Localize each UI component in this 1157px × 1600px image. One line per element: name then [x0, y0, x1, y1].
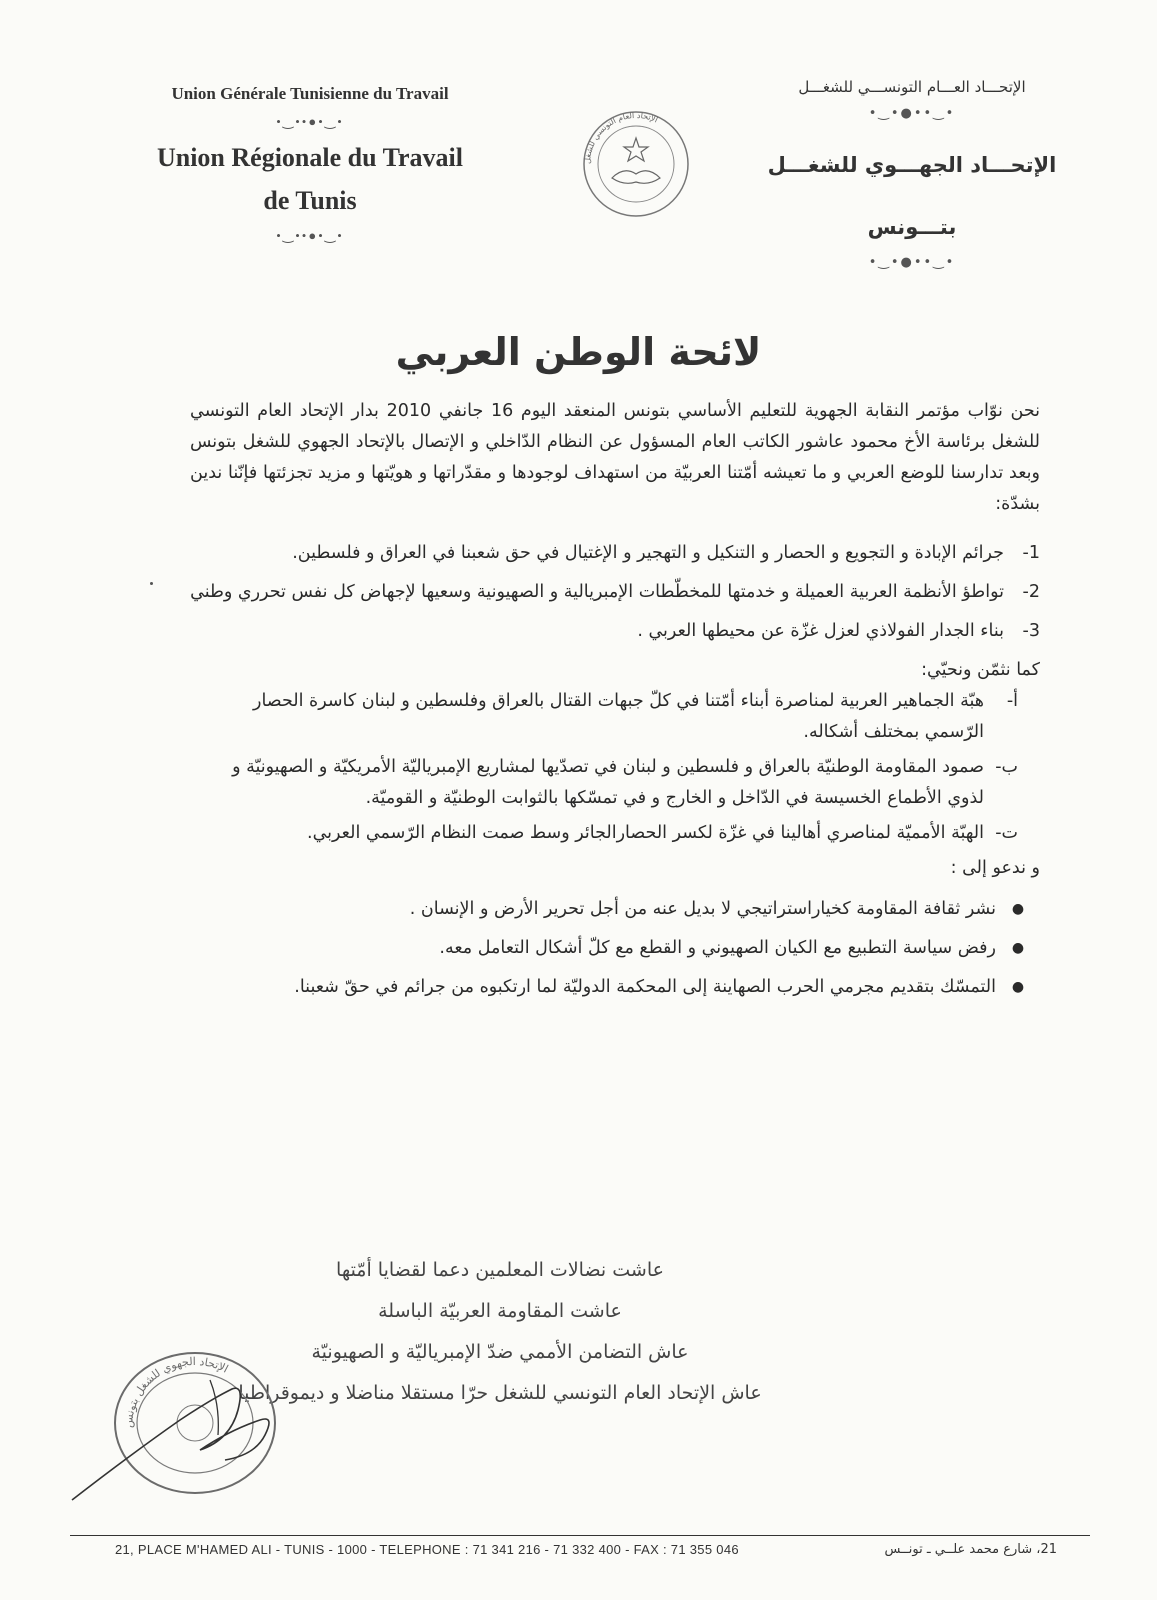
item-number: 1-: [1022, 543, 1040, 563]
item-label: ب-: [995, 757, 1018, 777]
call-intro: و ندعو إلى :: [950, 858, 1040, 878]
item-text: رفض سياسة التطبيع مع الكيان الصهيوني و القطع مع كلّ أشكال التعامل معه.: [439, 938, 996, 958]
closing-line: عاش التضامن الأممي ضدّ الإمبرياليّة و الصهيونيّة: [311, 1341, 689, 1363]
list-item: [190, 752, 1018, 814]
intro-paragraph: نحن نوّاب مؤتمر النقابة الجهوية للتعليم الأساسي بتونس المنعقد اليوم 16 جانفي 2010 بدار الإتحاد العام التونسي للشغل برئاسة الأخ محمود عاشور الكاتب العام المسؤول عن النظام الدّاخلي و الإتصال بالإتحاد الجهوي للشغل بتونس وبعد تدارسنا للوضع العربي و ما تعيشه أمّتنا العربيّة من استهداف لوجودها و مقدّراتها و هويّتها و مزيد تجزئتها فإنّنا ندين بشدّة:: [190, 401, 1040, 514]
document-title: لائحة الوطن العربي: [395, 330, 762, 374]
item-number: 2-: [1022, 582, 1040, 602]
item-text: التمسّك بتقديم مجرمي الحرب الصهاينة إلى المحكمة الدوليّة لما ارتكبوه من جرائم في حقّ شعبنا.: [294, 977, 996, 997]
item-text: بناء الجدار الفولاذي لعزل غزّة عن محيطها العربي .: [637, 621, 1004, 641]
ar-org-name: الإتحـــاد العـــام التونســـي للشغـــل: [798, 78, 1026, 96]
fr-org-name: Union Générale Tunisienne du Travail: [171, 84, 449, 103]
bullet-icon: ●: [1011, 940, 1025, 956]
item-label: أ-: [1006, 691, 1018, 711]
list-item: [190, 686, 1018, 748]
list-item: [190, 818, 1018, 849]
item-label: ت-: [995, 823, 1018, 843]
fr-region-line2: de Tunis: [263, 186, 357, 215]
ornament-divider: •‿••●•‿•: [868, 255, 956, 270]
footer-address-arabic: 21، شارع محمد علــي ـ تونــس: [884, 1542, 1057, 1557]
bullet-icon: ●: [1011, 979, 1025, 995]
emblem-text: الإتحاد العام التونسي للشغل: [582, 110, 660, 165]
list-item: [190, 972, 1040, 1003]
closing-line: عاشت نضالات المعلمين دعما لقضايا أمّتها: [336, 1259, 664, 1281]
svg-text:الإتحاد العام التونسي للشغل: [583, 111, 659, 164]
ar-region-line2: بتـــونس: [867, 215, 957, 239]
footer-rule: [70, 1535, 1090, 1536]
item-number: 3-: [1022, 621, 1040, 641]
item-text: الهبّة الأمميّة لمناصري أهالينا في غزّة لكسر الحصارالجائر وسط صمت النظام الرّسمي العربي.: [307, 823, 984, 843]
letterhead-french: [110, 84, 510, 254]
ornament-divider: •‿••●•‿•: [276, 114, 344, 129]
closing-line: عاشت المقاومة العربيّة الباسلة: [378, 1300, 622, 1322]
footer-address-french: 21, PLACE M'HAMED ALI - TUNIS - 1000 - TELEPHONE : 71 341 216 - 71 332 400 - FAX : 71 355 046: [115, 1542, 739, 1557]
condemn-list: [190, 538, 1040, 647]
item-text: نشر ثقافة المقاومة كخياراستراتيجي لا بديل عنه من أجل تحرير الأرض و الإنسان .: [409, 899, 996, 919]
closing-line: عاش الإتحاد العام التونسي للشغل حرّا مستقلا مناضلا و ديموقراطيا: [238, 1382, 762, 1404]
bullet-icon: ●: [1011, 901, 1025, 917]
stamp-text: الإتحاد الجهوي للشغل بتونس: [121, 1354, 231, 1429]
salute-intro: كما نثمّن ونحيّي:: [921, 660, 1040, 680]
list-item: [190, 616, 1040, 647]
item-text: تواطؤ الأنظمة العربية العميلة و خدمتها للمخطّطات الإمبريالية و الصهيونية وسعيها لإجهاض كل نفس تحرري وطني: [190, 582, 1004, 602]
list-item: [190, 538, 1040, 569]
fr-region-line1: Union Régionale du Travail: [156, 143, 464, 172]
signature: [60, 1360, 320, 1510]
ar-region-line1: الإتحـــاد الجهـــوي للشغـــل: [767, 153, 1057, 177]
item-text: هبّة الجماهير العربية لمناصرة أبناء أمّتنا في كلّ جبهات القتال بالعراق وفلسطين و لبنان كاسرة الحصار الرّسمي بمختلف أشكاله.: [253, 691, 984, 742]
item-text: جرائم الإبادة و التجويع و الحصار و التنكيل و التهجير و الإغتيال في حق شعبنا في العراق و فلسطين.: [292, 543, 1004, 563]
scan-speck: [150, 582, 153, 585]
item-text: صمود المقاومة الوطنيّة بالعراق و فلسطين و لبنان في تصدّيها لمشاريع الإمبرياليّة الأمريكيّة و الصهيونيّة و لذوي الأطماع الخسيسة في الدّاخل و الخارج و في تمسّكها بالثوابت الوطنيّة و القوميّة.: [232, 757, 984, 808]
document-body: [190, 396, 1040, 1011]
call-list: [190, 894, 1040, 1003]
union-emblem-icon: [572, 108, 700, 220]
ornament-divider: •‿••●•‿•: [276, 228, 344, 243]
ornament-divider: •‿••●•‿•: [868, 106, 956, 121]
list-item: [190, 577, 1040, 608]
letterhead-arabic: [762, 78, 1062, 280]
list-item: [190, 894, 1040, 925]
list-item: [190, 933, 1040, 964]
